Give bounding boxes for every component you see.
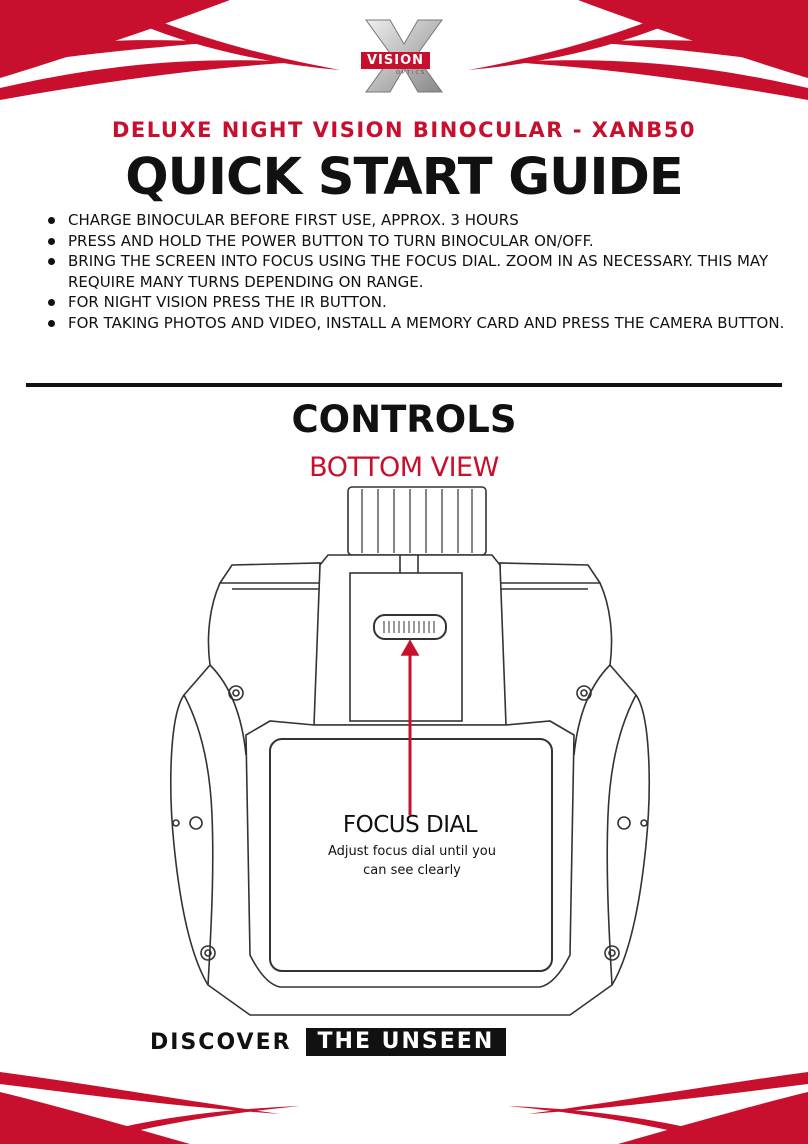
focus-desc-line: Adjust focus dial until you [328,844,496,859]
focus-dial-label: FOCUS DIAL [342,812,478,838]
tagline [150,1028,506,1056]
logo-subtext: OPTICS [396,70,427,76]
tagline-the-unseen: THE UNSEEN [306,1028,507,1056]
product-subtitle: DELUXE NIGHT VISION BINOCULAR - XANB50 [112,118,696,142]
instruction-list [48,210,788,333]
list-item: FOR TAKING PHOTOS AND VIDEO, INSTALL A MEMORY CARD AND PRESS THE CAMERA BUTTON. [48,313,788,334]
list-item: PRESS AND HOLD THE POWER BUTTON TO TURN BINOCULAR ON/OFF. [48,231,788,252]
section-divider [26,383,782,387]
list-item: FOR NIGHT VISION PRESS THE IR BUTTON. [48,292,788,313]
tagline-discover: DISCOVER [150,1029,292,1055]
bottom-decorative-swoosh [0,1054,808,1144]
list-item: CHARGE BINOCULAR BEFORE FIRST USE, APPROX. 3 HOURS [48,210,788,231]
focus-desc-line: can see clearly [363,863,461,878]
focus-dial-description [292,842,532,880]
list-item: BRING THE SCREEN INTO FOCUS USING THE FOCUS DIAL. ZOOM IN AS NECESSARY. THIS MAY REQUIRE MANY TURNS DEPENDING ON RANGE. [48,251,788,292]
logo-wordmark: VISION [361,52,430,69]
page-title: QUICK START GUIDE [125,148,683,207]
bottom-view-label: BOTTOM VIEW [309,452,499,483]
binocular-bottom-view-illustration [150,485,670,1025]
controls-heading: CONTROLS [291,398,517,441]
brand-logo [354,16,454,96]
